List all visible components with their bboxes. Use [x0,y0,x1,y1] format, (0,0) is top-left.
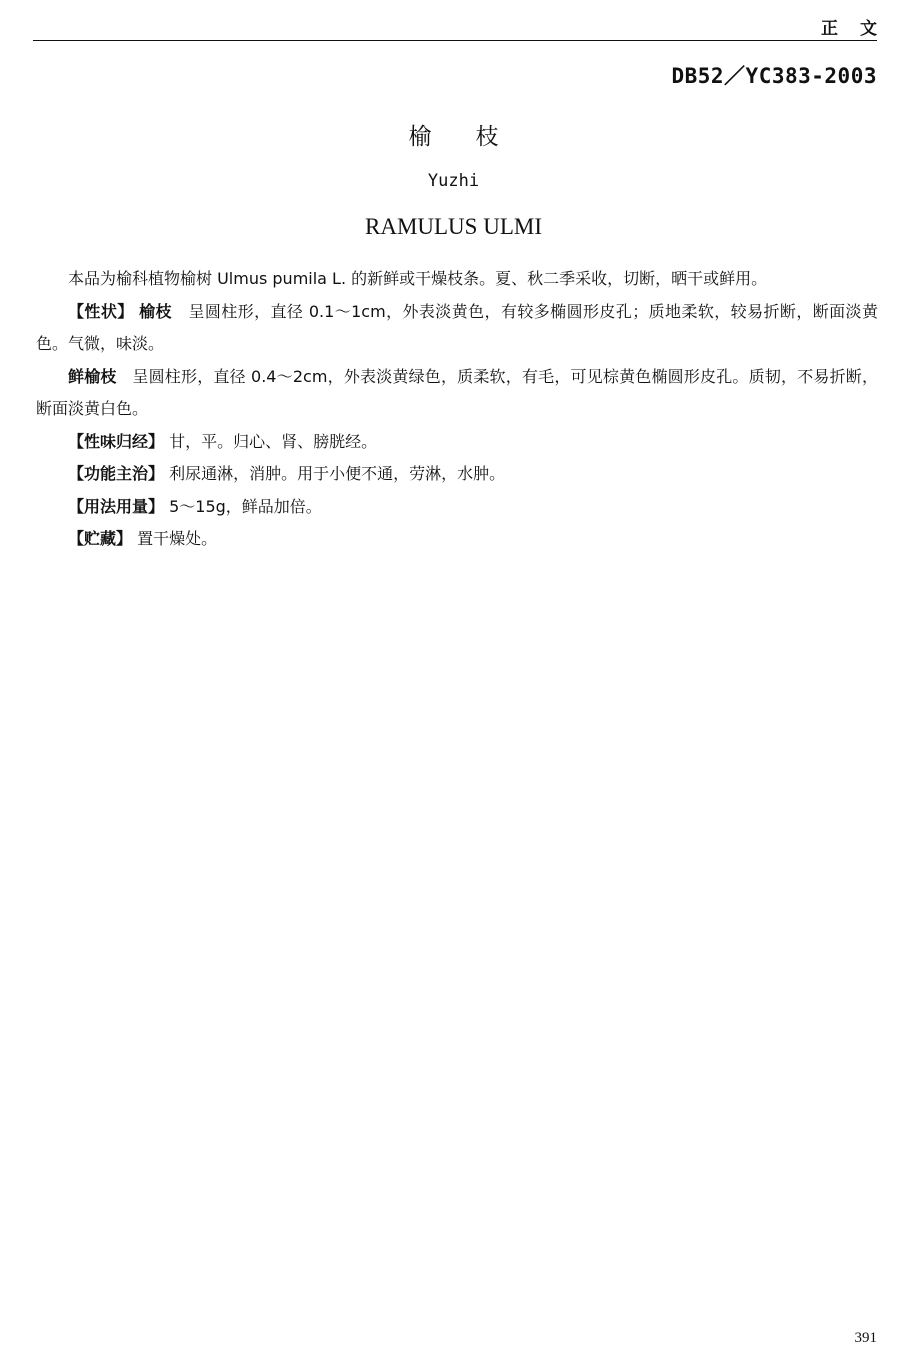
characters-label: 【性状】 [68,301,134,321]
dosage-paragraph [36,491,878,524]
function-paragraph [36,458,878,491]
running-head: 正文 [821,19,899,39]
characters-dry-text: 呈圆柱形，直径 0.1～1cm，外表淡黄色，有较多椭圆形皮孔；质地柔软，较易折断，断面淡黄色。气微，味淡。 [36,301,878,353]
function-label: 【功能主治】 [68,464,165,483]
characters-fresh-text: 呈圆柱形，直径 0.4～2cm，外表淡黄绿色，质柔软，有毛，可见棕黄色椭圆形皮孔。质韧，不易折断，断面淡黄白色。 [36,366,878,418]
title-chinese: 榆枝 [408,124,543,150]
characters-fresh-paragraph [36,361,878,426]
characters-fresh-subheading: 鲜榆枝 [68,366,117,386]
dosage-text: 5～15g，鲜品加倍。 [169,496,322,516]
standard-code: DB52／YC383-2003 [671,64,877,88]
header-rule [33,40,877,41]
page-number: 391 [854,1330,877,1346]
nature-text: 甘，平。归心、肾、膀胱经。 [169,431,378,451]
storage-text: 置干燥处。 [137,529,218,548]
storage-paragraph [36,523,878,556]
function-text: 利尿通淋，消肿。用于小便不通，劳淋，水肿。 [169,464,506,483]
nature-label: 【性味归经】 [68,431,165,451]
characters-paragraph [36,296,878,361]
title-pinyin: Yuzhi [427,171,480,191]
title-latin: RAMULUS ULMI [365,214,542,239]
monograph-body [36,263,878,556]
storage-label: 【贮藏】 [68,529,133,548]
characters-dry-subheading: 榆枝 [139,301,172,321]
intro-paragraph [36,263,878,296]
nature-paragraph [36,426,878,459]
dosage-label: 【用法用量】 [68,496,165,516]
intro-text: 本品为榆科植物榆树 Ulmus pumila L. 的新鲜或干燥枝条。夏、秋二季采收，切断，晒干或鲜用。 [68,269,768,288]
